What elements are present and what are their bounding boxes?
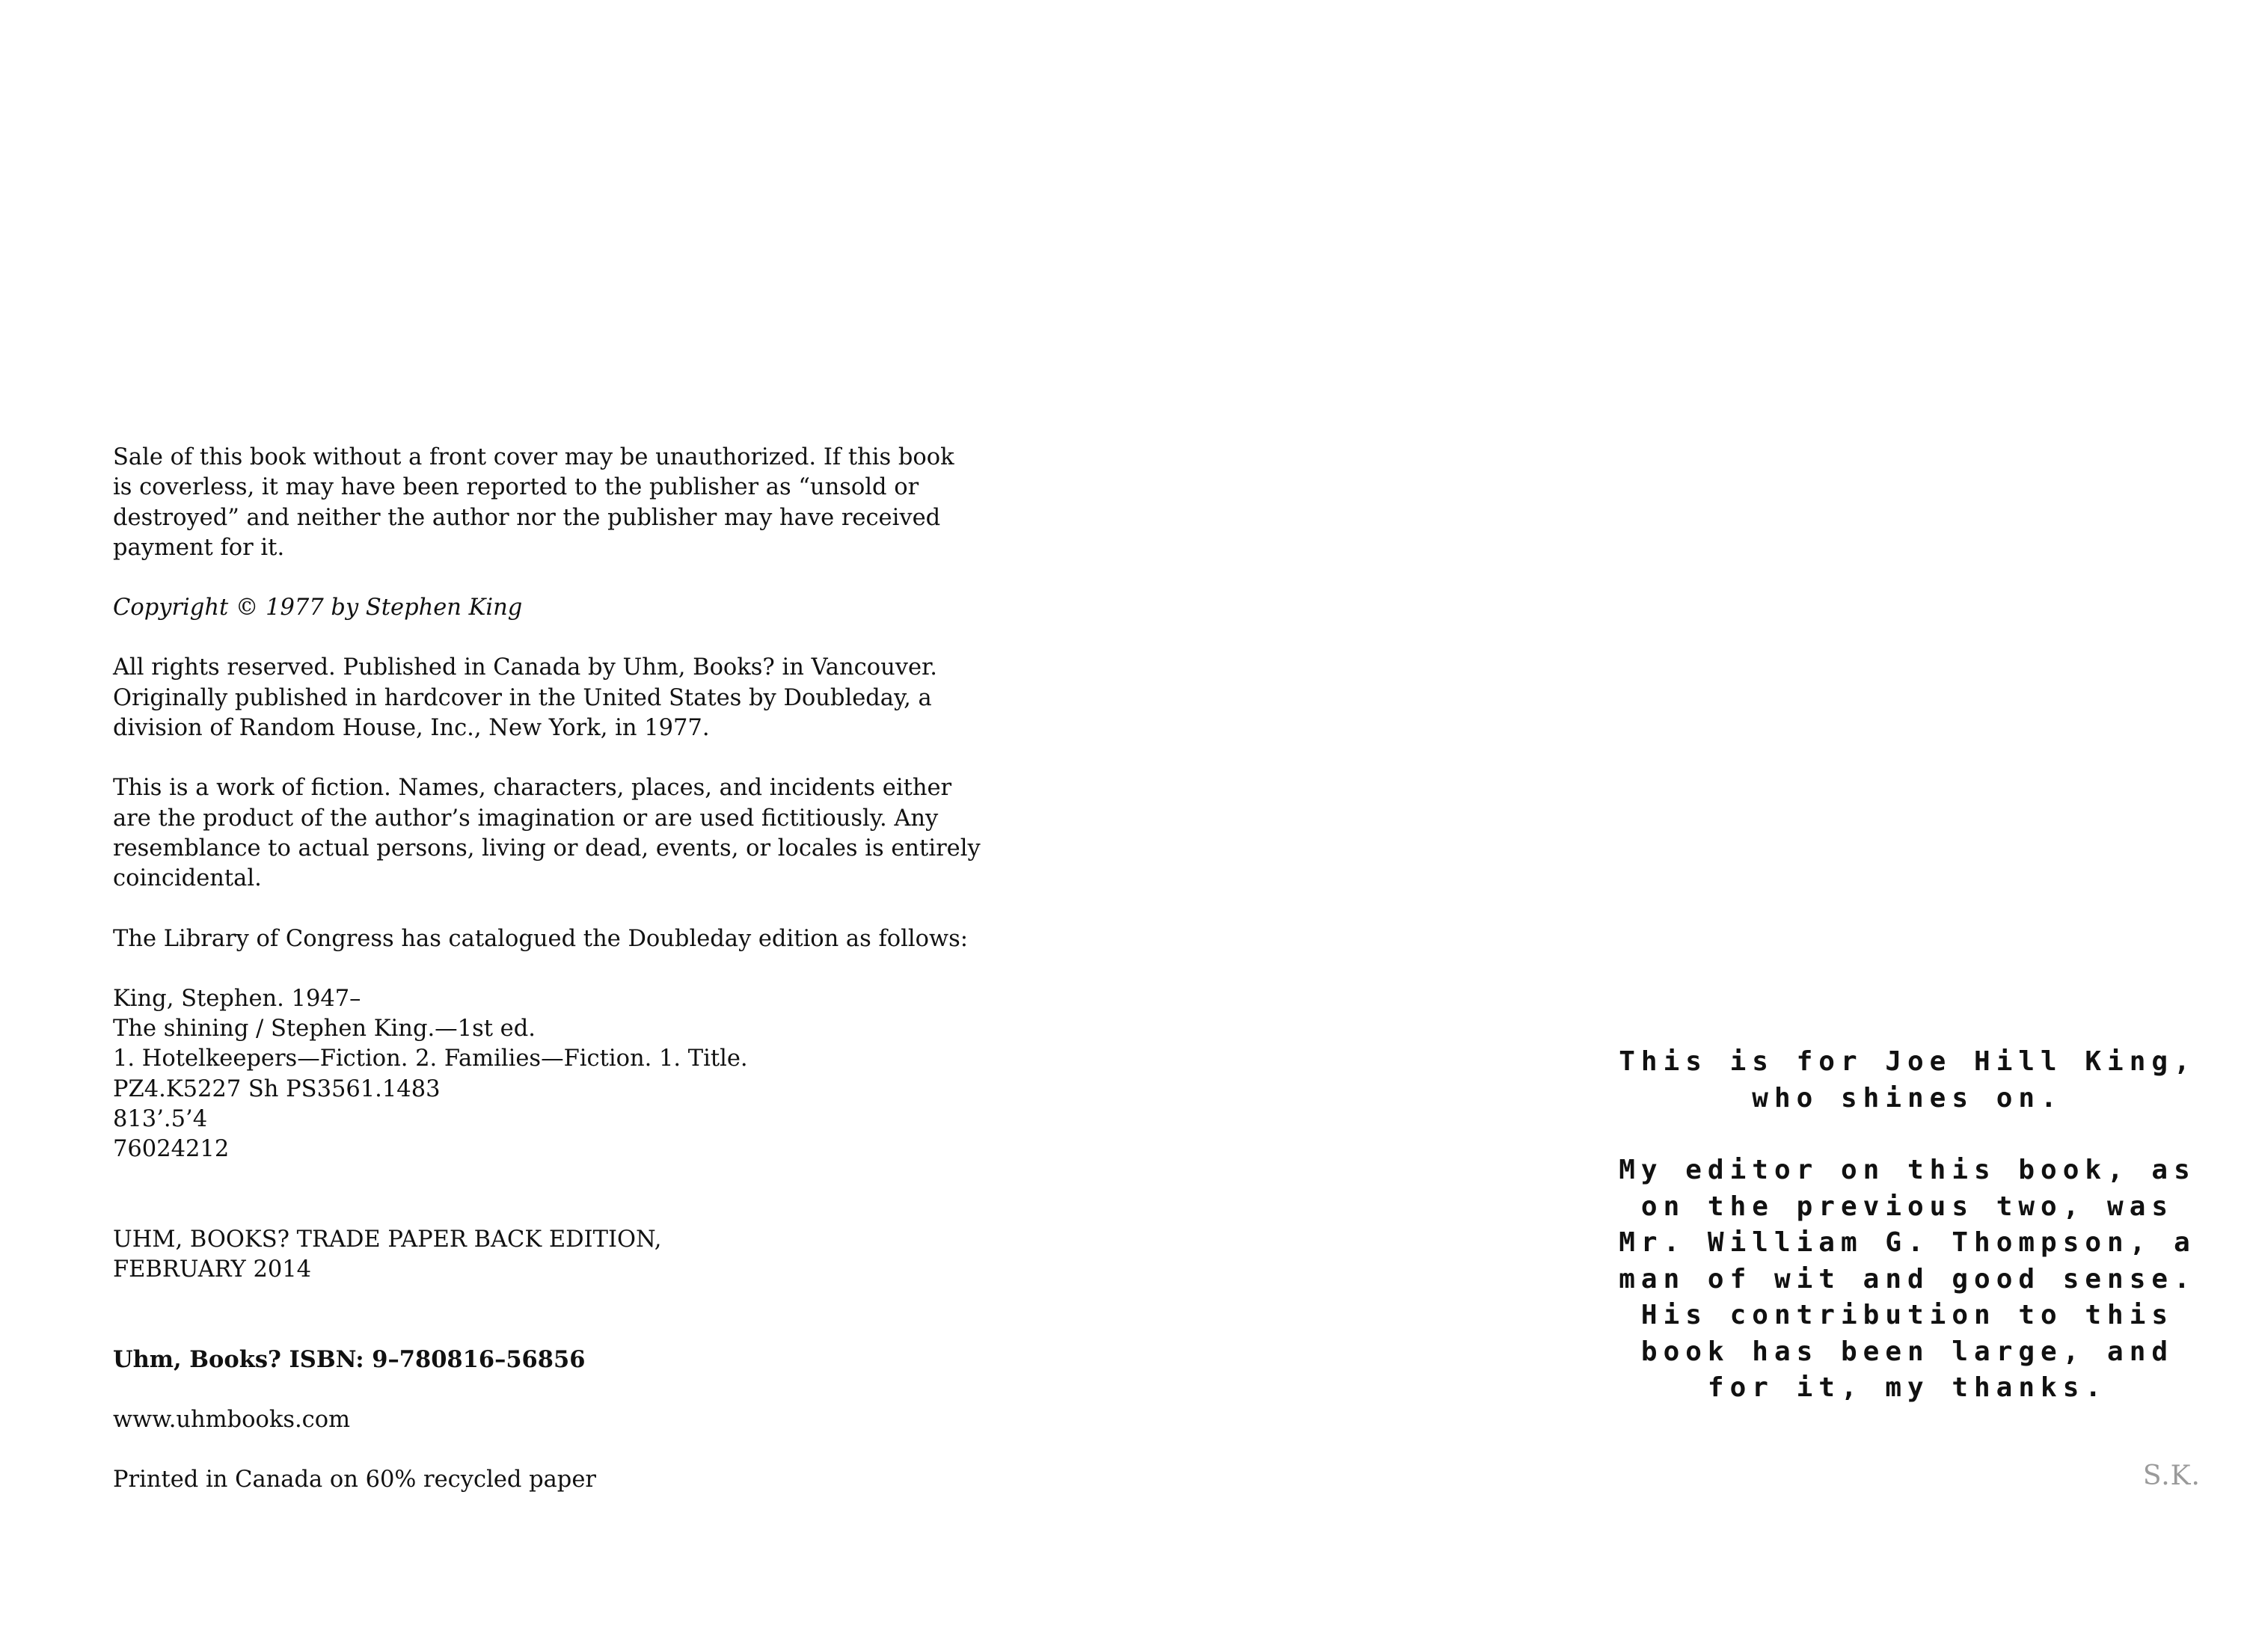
dedication-page	[1122, 0, 2244, 1652]
rights-line: division of Random House, Inc., New York, in 1977.	[113, 715, 710, 742]
fiction-notice-line: This is a work of fiction. Names, characters, places, and incidents either	[113, 775, 952, 802]
copyright-text-block	[113, 443, 1011, 1495]
fiction-notice-line: are the product of the author’s imagination or are used fictitiously. Any	[113, 805, 939, 832]
catalog-line: 76024212	[113, 1136, 230, 1163]
isbn-line: Uhm, Books? ISBN: 9–780816–56856	[113, 1346, 586, 1374]
sale-notice-line: is coverless, it may have been reported to the publisher as “unsold or	[113, 474, 919, 501]
sale-notice-line: destroyed” and neither the author nor the publisher may have received	[113, 504, 941, 531]
author-initials: S.K.	[2142, 1461, 2201, 1491]
edition-line: UHM, BOOKS? TRADE PAPER BACK EDITION,	[113, 1226, 662, 1253]
catalog-line: PZ4.K5227 Sh PS3561.1483	[113, 1075, 441, 1102]
dedication-block	[1571, 1044, 2244, 1407]
edition-line: FEBRUARY 2014	[113, 1256, 312, 1283]
copyright-line: Copyright © 1977 by Stephen King	[113, 595, 523, 621]
catalog-line: 1. Hotelkeepers—Fiction. 2. Families—Fiction. 1. Title.	[113, 1045, 748, 1072]
acknowledgement-text: My editor on this book, as on the previous two, was Mr. William G. Thompson, a man of wit and good sense. His contribution to this book has been large, and for it, my thanks.	[1619, 1155, 2196, 1403]
rights-line: All rights reserved. Published in Canada by Uhm, Books? in Vancouver.	[113, 654, 937, 681]
printed-note: Printed in Canada on 60% recycled paper	[113, 1466, 596, 1493]
fiction-notice-line: coincidental.	[113, 865, 262, 892]
fiction-notice-line: resemblance to actual persons, living or dead, events, or locales is entirely	[113, 835, 981, 862]
sale-notice-line: Sale of this book without a front cover may be unauthorized. If this book	[113, 444, 954, 470]
rights-line: Originally published in hardcover in the United States by Doubleday, a	[113, 684, 932, 711]
website-link: www.uhmbooks.com	[113, 1406, 351, 1433]
dedication-text: This is for Joe Hill King, who shines on.	[1619, 1046, 2196, 1114]
catalog-line: 813’.5’4	[113, 1106, 208, 1133]
sale-notice-line: payment for it.	[113, 534, 285, 561]
catalog-line: The shining / Stephen King.—1st ed.	[113, 1016, 536, 1043]
catalog-line: King, Stephen. 1947–	[113, 985, 361, 1012]
library-note: The Library of Congress has catalogued the Doubleday edition as follows:	[113, 925, 969, 952]
